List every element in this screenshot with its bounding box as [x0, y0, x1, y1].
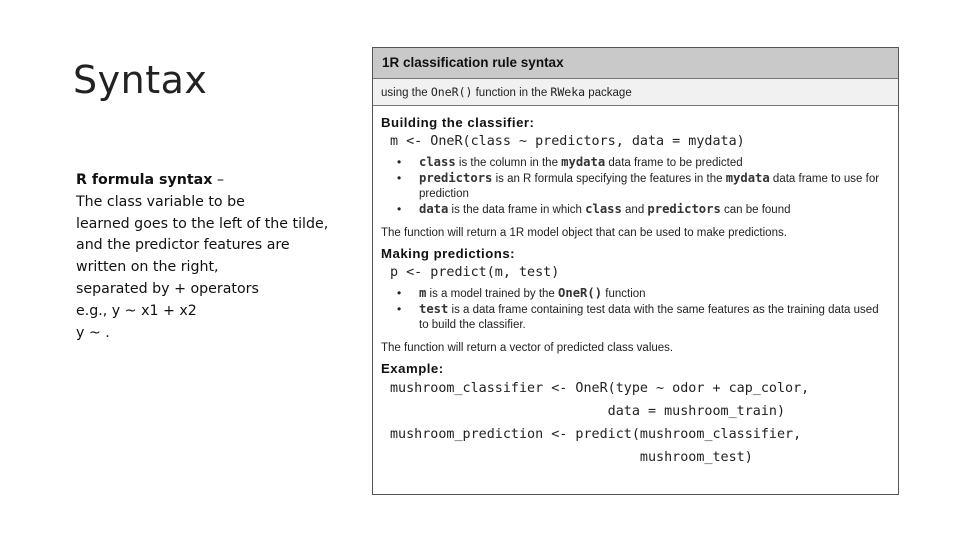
example-heading: Example:: [381, 361, 444, 376]
term: predictors: [419, 171, 493, 185]
list-item: [419, 155, 890, 171]
text-line: y ~ .: [76, 324, 110, 341]
sub-text: package: [585, 87, 632, 99]
sub-text: using the: [381, 87, 431, 99]
formula-label: R formula syntax: [76, 172, 213, 188]
build-heading: Building the classifier:: [381, 115, 535, 130]
desc: is the data frame in which: [448, 204, 586, 216]
predict-note: The function will return a vector of predicted class values.: [381, 342, 674, 354]
desc: can be found: [720, 204, 791, 216]
formula-heading: [76, 170, 356, 192]
term: data: [419, 202, 449, 216]
text-line: separated by + operators: [76, 280, 259, 297]
build-bullets: [381, 155, 890, 218]
slide-title: Syntax: [73, 58, 208, 102]
example-code-line: data = mushroom_train): [390, 404, 786, 419]
text-line: learned goes to the left of the tilde,: [76, 215, 329, 232]
box-subheader: [373, 79, 898, 106]
term: OneR(): [558, 286, 603, 300]
example-code-line: mushroom_test): [390, 450, 753, 465]
desc: is a model trained by the: [426, 288, 559, 300]
sub-func: OneR(): [430, 85, 473, 99]
list-item: [419, 302, 890, 333]
example-code-line: mushroom_prediction <- predict(mushroom_classifier,: [390, 427, 802, 442]
list-item: [419, 286, 890, 302]
desc: function: [602, 288, 646, 300]
term: mydata: [725, 171, 770, 185]
text-line: e.g., y ~ x1 + x2: [76, 302, 197, 319]
sub-text: function in the: [472, 87, 551, 99]
term: predictors: [647, 202, 721, 216]
text-line: written on the right,: [76, 259, 219, 276]
left-text-block: [76, 170, 356, 344]
desc: data frame to be predicted: [605, 157, 743, 169]
predict-heading: Making predictions:: [381, 246, 516, 261]
example-code-line: mushroom_classifier <- OneR(type ~ odor + cap_color,: [390, 381, 810, 396]
term: m: [419, 286, 427, 300]
text-line: The class variable to be: [76, 193, 245, 210]
predict-bullets: [381, 286, 890, 333]
build-code: m <- OneR(class ~ predictors, data = mydata): [390, 134, 745, 149]
syntax-box: [372, 47, 899, 495]
formula-dash: –: [212, 172, 224, 188]
box-body: [373, 106, 898, 468]
term: class: [585, 202, 622, 216]
desc: data frame to use for prediction: [419, 173, 880, 200]
build-note: The function will return a 1R model object that can be used to make predictions.: [381, 227, 787, 239]
term: test: [419, 302, 449, 316]
desc: and: [621, 204, 648, 216]
list-item: [419, 171, 890, 202]
term: mydata: [561, 155, 606, 169]
sub-pkg: RWeka: [550, 85, 586, 99]
desc: is an R formula specifying the features in the: [492, 173, 726, 185]
list-item: [419, 202, 890, 218]
term: class: [419, 155, 456, 169]
text-line: and the predictor features are: [76, 237, 290, 254]
desc: is the column in the: [455, 157, 562, 169]
predict-code: p <- predict(m, test): [390, 265, 560, 280]
box-header: 1R classification rule syntax: [373, 48, 898, 79]
desc: is a data frame containing test data with the same features as the training data used to build the classifier.: [419, 304, 879, 331]
